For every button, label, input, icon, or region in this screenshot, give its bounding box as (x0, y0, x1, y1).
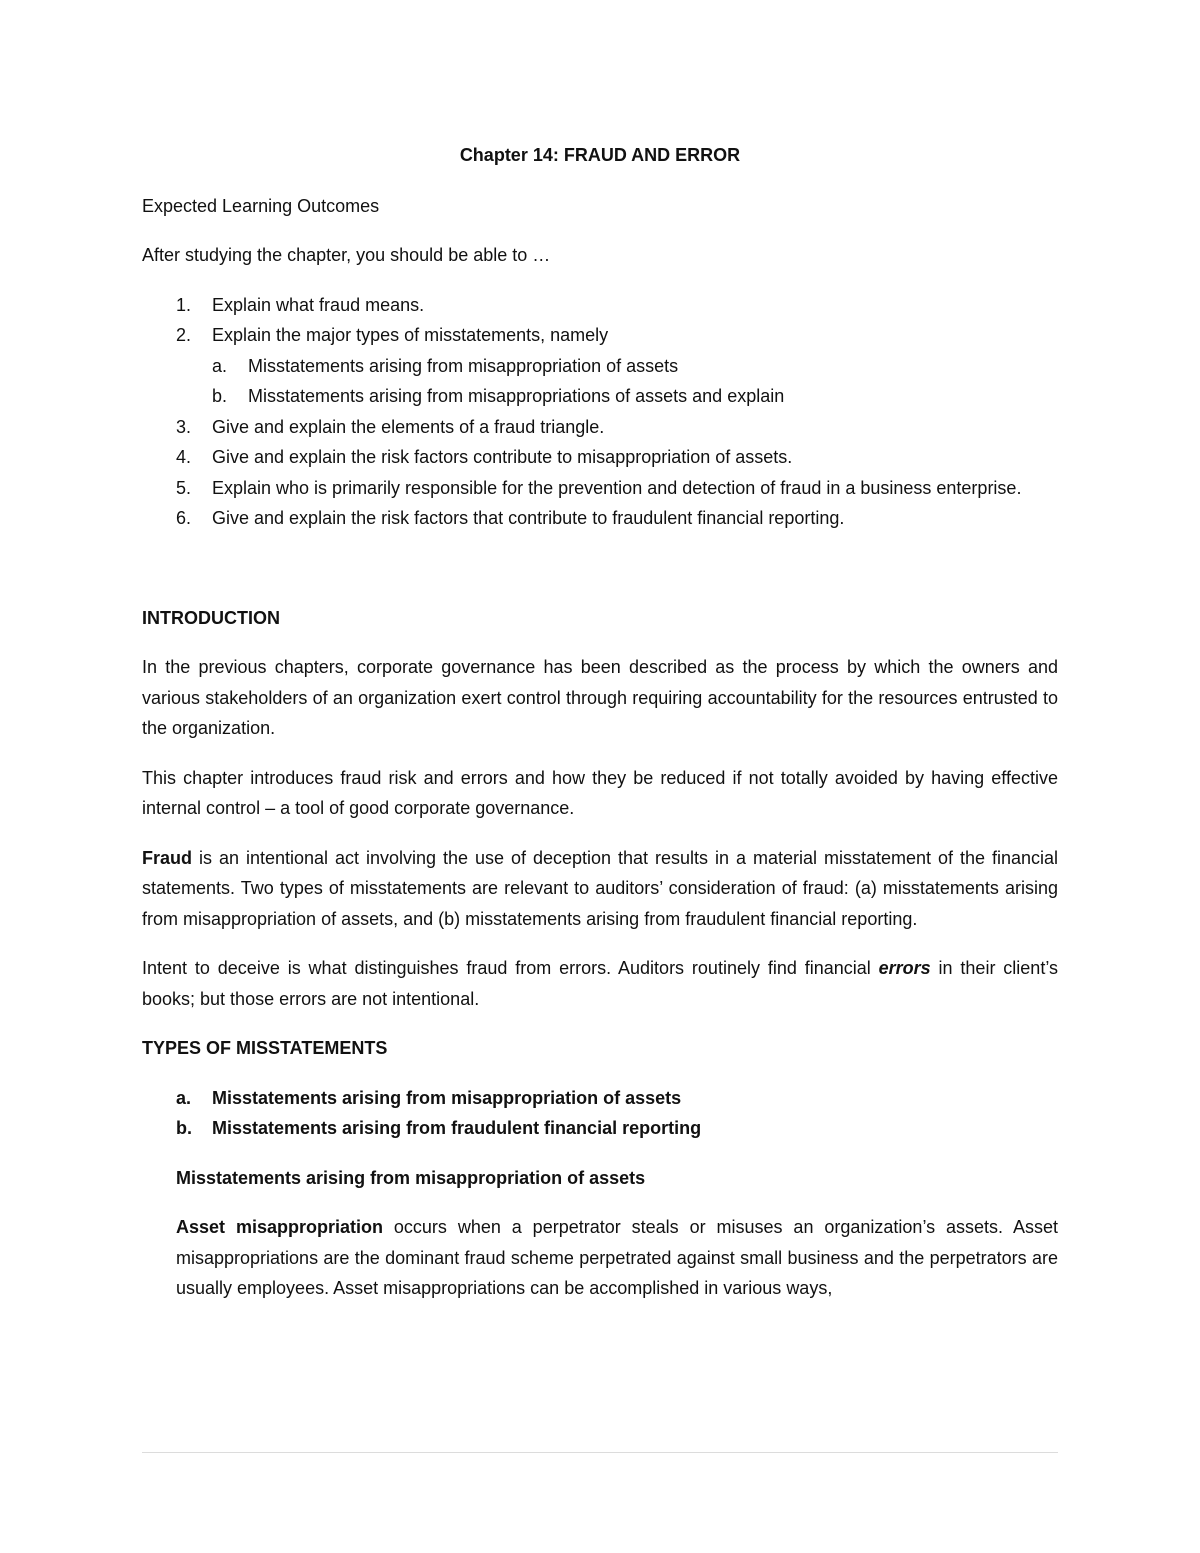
list-marker: 4. (176, 447, 192, 467)
document-page (142, 140, 1058, 1323)
fraud-term: Fraud (142, 847, 193, 868)
outcome-subitem-b (142, 381, 1058, 412)
list-marker: b. (176, 1118, 192, 1138)
outcome-text: Misstatements arising from misappropriation of assets (248, 355, 679, 376)
learning-outcomes-list (142, 290, 1058, 534)
introduction-paragraph-1: In the previous chapters, corporate governance has been described as the process by which the owners and various stakeholders of an organization exert control through requiring accountability for the resources entrusted to the organization. (142, 657, 1058, 738)
page-footer-divider (142, 1452, 1058, 1453)
outcome-item-2 (142, 320, 1058, 351)
introduction-paragraph-2: This chapter introduces fraud risk and errors and how they be reduced if not totally avoided by having effective internal control – a tool of good corporate governance. (142, 767, 1058, 818)
intent-paragraph (142, 953, 1058, 1014)
list-marker: 2. (176, 325, 192, 345)
errors-term: errors (878, 958, 931, 978)
outcome-text: Give and explain the risk factors that contribute to fraudulent financial reporting. (212, 508, 845, 528)
outcome-item-1 (142, 290, 1058, 321)
list-marker: 5. (176, 477, 192, 498)
intent-text-start: Intent to deceive is what distinguishes fraud from errors. Auditors routinely find financial (142, 958, 879, 978)
outcome-item-4 (142, 442, 1058, 473)
outcome-item-6 (142, 503, 1058, 534)
outcome-text: Explain who is primarily responsible for the prevention and detection of fraud in a business enterprise. (212, 477, 1022, 498)
outcomes-intro: After studying the chapter, you should be able to … (142, 245, 551, 265)
outcome-item-5 (142, 473, 1058, 504)
type-text: Misstatements arising from fraudulent financial reporting (212, 1118, 702, 1138)
asset-misappropriation-term: Asset misappropriation (176, 1217, 383, 1237)
list-marker: 3. (176, 416, 192, 437)
types-heading: TYPES OF MISSTATEMENTS (142, 1038, 388, 1058)
list-marker: 6. (176, 508, 192, 528)
outcome-text: Give and explain the risk factors contribute to misappropriation of assets. (212, 447, 793, 467)
list-marker: a. (212, 355, 228, 376)
asset-misappropriation-text: occurs when a perpetrator steals or misuses an organization’s assets. Asset misappropriations are the dominant fraud scheme perpetrated against small business and the perpetrators are usually employees. Asset misappropriations can be accomplished in various ways, (176, 1217, 1058, 1298)
asset-misappropriation-paragraph (176, 1212, 1058, 1304)
misappropriation-subheading: Misstatements arising from misappropriation of assets (176, 1167, 646, 1188)
types-list (142, 1083, 1058, 1144)
type-text: Misstatements arising from misappropriation of assets (212, 1087, 682, 1108)
chapter-title: Chapter 14: FRAUD AND ERROR (459, 145, 741, 165)
outcome-text: Explain what fraud means. (212, 294, 425, 315)
type-item-b (142, 1113, 1058, 1144)
list-marker: 1. (176, 294, 192, 315)
list-marker: b. (212, 386, 228, 406)
list-marker: a. (176, 1087, 192, 1108)
learning-outcomes-heading: Expected Learning Outcomes (142, 195, 380, 216)
fraud-definition-text: is an intentional act involving the use of deception that results in a material misstatement of the financial statements. Two types of misstatements are relevant to auditors’ consideration of fraud: (a) misstatements arising from misappropriation of assets, and (b) misstatements arising from fraudulent financial reporting. (142, 847, 1058, 929)
outcome-text: Explain the major types of misstatements, namely (212, 325, 609, 345)
outcome-text: Misstatements arising from misappropriations of assets and explain (248, 386, 785, 406)
type-item-a (142, 1083, 1058, 1114)
fraud-definition-paragraph (142, 843, 1058, 935)
outcome-subitem-a (142, 351, 1058, 382)
introduction-heading: INTRODUCTION (142, 607, 280, 628)
outcome-text: Give and explain the elements of a fraud triangle. (212, 416, 605, 437)
outcome-item-3 (142, 412, 1058, 443)
section-spacer (142, 553, 1058, 603)
intent-text-end: in their client’s books; but those errors are not intentional. (142, 958, 1058, 1009)
